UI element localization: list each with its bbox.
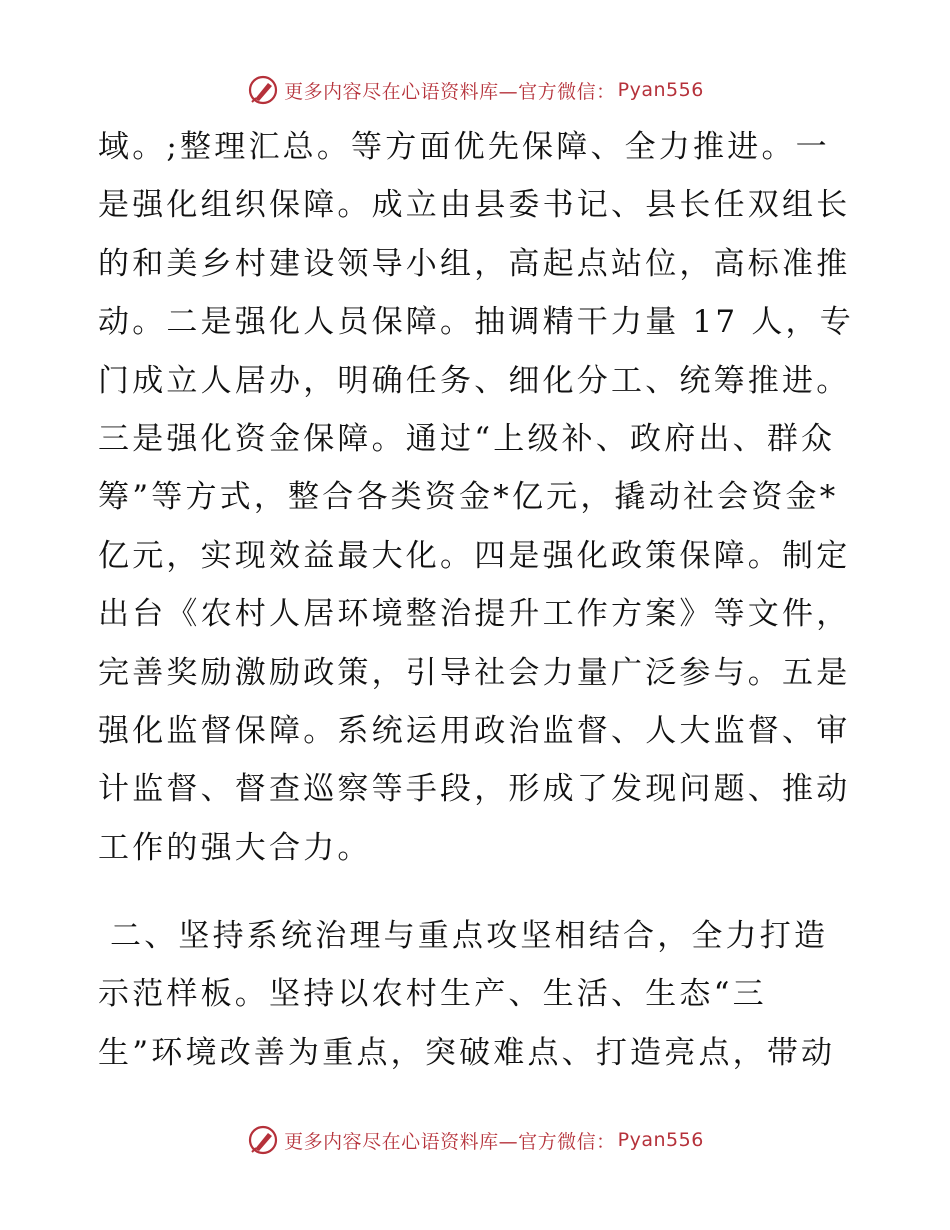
paragraph-2	[98, 907, 858, 1082]
text-line: 强化监督保障。系统运用政治监督、人大监督、审	[98, 712, 851, 749]
text-line: 示范样板。坚持以农村生产、生活、生态“三	[98, 976, 767, 1013]
pen-nib-logo-icon	[246, 73, 280, 107]
footer-watermark	[0, 1120, 950, 1160]
text-line: 域。;整理汇总。等方面优先保障、全力推进。一	[98, 129, 830, 165]
text-line: 是强化组织保障。成立由县委书记、县长任双组长	[98, 187, 851, 224]
paragraph-1	[98, 118, 858, 877]
pen-nib-logo-icon	[246, 1123, 280, 1157]
section-heading-line: 二、坚持系统治理与重点攻坚相结合，全力打造	[110, 918, 829, 955]
document-body	[98, 118, 858, 1082]
text-line: 完善奖励激励政策，引导社会力量广泛参与。五是	[98, 654, 851, 691]
text-line: 筹”等方式，整合各类资金*亿元，撬动社会资金*	[98, 479, 839, 516]
header-watermark	[0, 70, 950, 110]
text-line: 门成立人居办，明确任务、细化分工、统筹推进。	[98, 362, 851, 399]
text-line: 三是强化资金保障。通过“上级补、政府出、群众	[98, 420, 836, 457]
watermark-handle: Pyan556	[617, 1129, 704, 1151]
text-line: 的和美乡村建设领导小组，高起点站位，高标准推	[98, 245, 851, 282]
text-line: 动。二是强化人员保障。抽调精干力量 17 人，专	[98, 304, 854, 341]
text-line: 亿元，实现效益最大化。四是强化政策保障。制定	[98, 537, 851, 574]
text-line: 计监督、督查巡察等手段，形成了发现问题、推动	[98, 771, 851, 808]
text-line: 工作的强大合力。	[98, 829, 372, 866]
watermark-handle: Pyan556	[617, 79, 704, 101]
watermark-text: 更多内容尽在心语资料库—官方微信：	[284, 1130, 616, 1153]
text-line: 出台《农村人居环境整治提升工作方案》等文件，	[98, 596, 851, 633]
text-line: 生”环境改善为重点，突破难点、打造亮点，带动	[98, 1034, 836, 1071]
paragraph-gap	[98, 877, 858, 907]
watermark-text: 更多内容尽在心语资料库—官方微信：	[284, 80, 616, 103]
